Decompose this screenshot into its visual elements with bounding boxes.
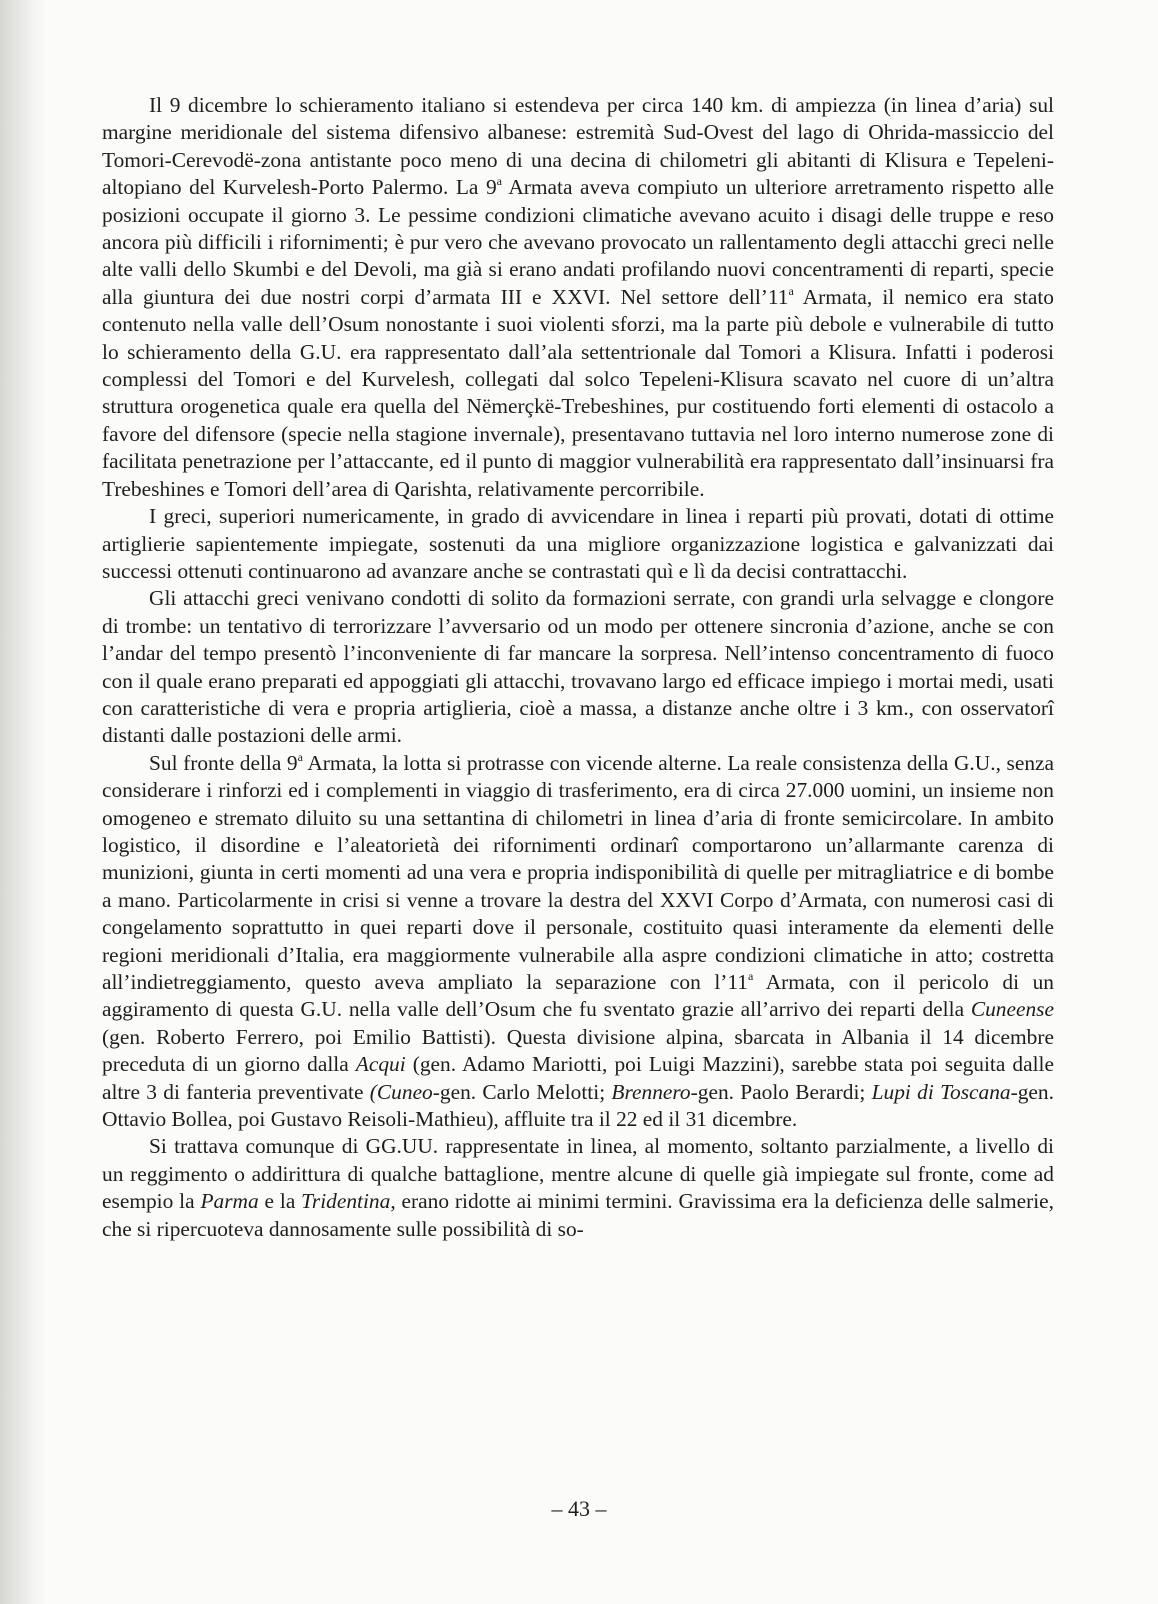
italic-name: Acqui [355, 1052, 406, 1077]
superscript-ordinal: a [297, 749, 303, 764]
text-run: (gen. Adamo Mariotti, poi Luigi Mazzini), sarebbe stata poi seguita dalle altre 3 di fanteria preventivate [102, 1052, 1054, 1104]
text-run: Armata, il nemico era stato contenuto nella valle dell’Osum nonostante i suoi violenti sforzi, ma la parte più debole e vulnerabile di tutto lo schieramento della G.U. era rappresentato dall’ala settentrionale dal Tomori a Klisura. Infatti i poderosi complessi del Tomori e del Kurvelesh, collegati dal solco Tepeleni-Klisura scavato nel cuore di un’altra struttura orogenetica quale era quella del Nëmerçkë-Trebeshines, pur costituendo forti elementi di ostacolo a favore del difensore (specie nella stagione invernale), presentavano tuttavia nel loro interno numerose zone di facilitata penetrazione per l’attaccante, ed il punto di maggior vulnerabilità era rappresentato dall’insinuarsi fra Trebeshines e Tomori dell’area di Qarishta, relativamente percorribile. [102, 284, 1054, 501]
italic-name: Lupi di Toscana [871, 1079, 1011, 1104]
text-run: , erano ridotte ai minimi termini. Gravissima era la deficienza delle salmerie, che si ripercuoteva dannosamente sulle possibilità di so- [102, 1189, 1054, 1241]
page-number: – 43 – [551, 1496, 607, 1521]
text-run: Si trattava comunque di GG.UU. rappresentate in linea, al momento, soltanto parzialmente, a livello di un reggimento o addirittura di qualche battaglione, mentre alcune di quelle già impiegate sul fronte, come ad esempio la [102, 1134, 1054, 1214]
italic-name: Parma [200, 1189, 259, 1214]
paragraph-5 [102, 1133, 1054, 1243]
text-run: Gli attacchi greci venivano condotti di solito da formazioni serrate, con grandi urla selvagge e clongore di trombe: un tentativo di terrorizzare l’avversario od un modo per ottenere sincronia d’azione, anche se con l’andar del tempo presentò l’inconveniente di far mancare la sorpresa. Nell’intenso concentramento di fuoco con il quale erano preparati ed appoggiati gli attacchi, trovavano largo ed efficace impiego i mortai medi, usati con caratteristiche di vera e propria artiglieria, cioè a massa, a distanze anche oltre i 3 km., con osservatorî distanti dalle postazioni delle armi. [102, 586, 1054, 748]
paragraph-3 [102, 585, 1054, 749]
text-run: Il 9 dicembre lo schieramento italiano si estendeva per circa 140 km. di ampiezza (in linea d’aria) sul margine meridionale del sistema difensivo albanese: estremità Sud-Ovest del lago di Ohrida-massiccio del Tomori-Cerevodë-zona antistante poco meno di una decina di chilometri gli abitanti di Klisura e Tepeleni-altopiano del Kurvelesh-Porto Palermo. La 9 [102, 93, 1054, 200]
italic-name: Cuneense [970, 997, 1054, 1022]
text-run: Armata, con il pericolo di un aggiramento di questa G.U. nella valle dell’Osum che fu sventato grazie all’arrivo dei reparti della [102, 970, 1054, 1022]
text-run: Armata aveva compiuto un ulteriore arretramento rispetto alle posizioni occupate il giorno 3. Le pessime condizioni climatiche avevano acuito i disagi delle truppe e reso ancora più difficili i rifornimenti; è pur vero che avevano provocato un rallentamento degli attacchi greci nelle alte valli dello Skumbi e del Devoli, ma già si erano andati profilando nuovi concentramenti di reparti, specie alla giuntura dei due nostri corpi d’armata III e XXVI. Nel settore dell’11 [102, 175, 1054, 309]
text-run: I greci, superiori numericamente, in grado di avvicendare in linea i reparti più provati, dotati di ottime artiglierie sapientemente impiegate, sostenuti da una migliore organizzazione logistica e galvanizzati dai successi ottenuti continuarono ad avanzare anche se contrastati quì e lì da decisi contrattacchi. [102, 504, 1054, 583]
text-run: (gen. Roberto Ferrero, poi Emilio Battisti). Questa divisione alpina, sbarcata in Albania il 14 dicembre preceduta di un giorno dalla [102, 1024, 1054, 1077]
italic-name: Tridentina [301, 1189, 391, 1214]
body-text [102, 92, 1054, 1243]
text-run: Sul fronte della 9 [149, 750, 298, 775]
paragraph-2 [102, 503, 1054, 585]
superscript-ordinal: a [496, 174, 502, 189]
text-run: Armata, la lotta si protrasse con vicende alterne. La reale consistenza della G.U., senza considerare i rinforzi ed i complementi in viaggio di trasferimento, era di circa 27.000 uomini, un insieme non omogeneo e stremato diluito su una settantina di chilometri in linea d’aria di fronte semicircolare. In ambito logistico, il disordine e l’aleatorietà dei rifornimenti ordinarî comportarono un’allarmante carenza di munizioni, giunta in certi momenti ad una vera e propria indisponibilità di quelle per mitragliatrice e di bombe a mano. Particolarmente in crisi si venne a trovare la destra del XXVI Corpo d’Armata, con numerosi casi di congelamento soprattutto in quei reparti dove il personale, costituito quasi interamente da elementi delle regioni meridionali d’Italia, era maggiormente vulnerabile alla aspre condizioni climatiche in atto; costretta all’indietreggiamento, questo aveva ampliato la separazione con l’11 [102, 750, 1054, 994]
binding-shadow [0, 0, 46, 1604]
italic-name: Brennero [611, 1079, 691, 1104]
superscript-ordinal: a [788, 283, 794, 298]
superscript-ordinal: a [748, 969, 754, 983]
italic-name: (Cuneo [369, 1079, 433, 1104]
paragraph-4 [102, 750, 1054, 1134]
text-run: e la [258, 1189, 302, 1214]
paragraph-1 [102, 92, 1054, 503]
text-run: -gen. Ottavio Bollea, poi Gustavo Reisoli-Mathieu), affluite tra il 22 ed il 31 dicembre. [102, 1079, 1054, 1132]
text-run: -gen. Carlo Melotti; [432, 1079, 612, 1104]
text-run: -gen. Paolo Berardi; [690, 1079, 872, 1104]
